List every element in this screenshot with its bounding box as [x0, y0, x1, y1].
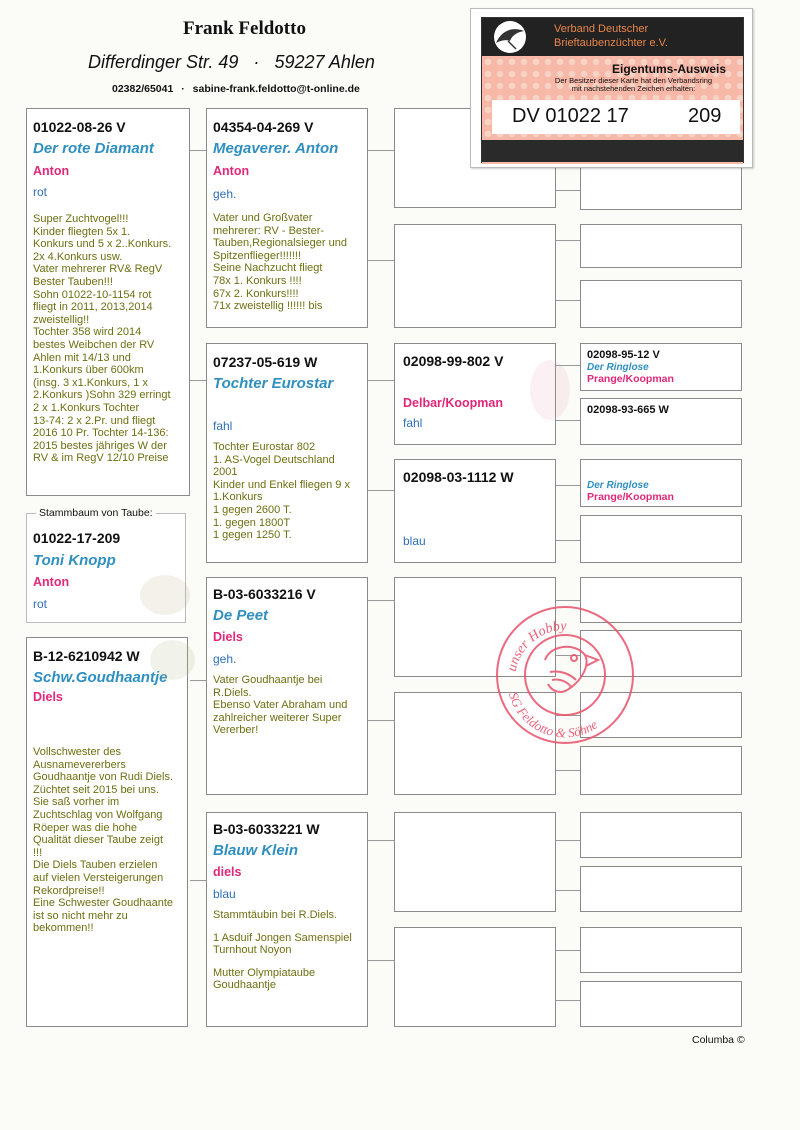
gen4-box-14	[580, 866, 742, 912]
dam-sire-breeder: Diels	[213, 630, 243, 644]
sire-dam-dam-ring-number: 02098-03-1112 W	[403, 469, 514, 485]
dam-dam-box	[206, 812, 368, 1027]
sire-dam-sire-sire-box	[580, 343, 742, 391]
subject-ring-number: 01022-17-209	[33, 530, 121, 546]
sire-sire-name: Megaverer. Anton	[213, 140, 339, 157]
owner-address	[88, 52, 375, 73]
dam-box	[26, 637, 188, 1027]
card-header	[482, 18, 743, 56]
dam-dam-description: Stammtäubin bei R.Diels. 1 Asduif Jongen Samenspiel Turnhout Noyon Mutter Olympiataube Goudhaantje	[213, 909, 352, 992]
sire-dam-color: fahl	[213, 419, 233, 433]
sire-dam-sire-ring-number: 02098-99-802 V	[403, 353, 504, 369]
gen4-box-8	[580, 515, 742, 563]
contact-separator: ·	[181, 83, 185, 95]
city: 59227 Ahlen	[274, 52, 375, 72]
card-title: Eigentums-Ausweis	[612, 62, 727, 76]
card-number-field	[492, 100, 740, 134]
gen4-box-15	[580, 927, 742, 973]
subject-name: Toni Knopp	[33, 552, 116, 569]
sire-color: rot	[33, 185, 48, 199]
pigeon-logo-icon	[488, 19, 532, 55]
sire-sire-color: geh.	[213, 187, 237, 201]
phone: 02382/65041	[112, 83, 174, 95]
card-footer-band	[482, 140, 743, 162]
sire-name: Der rote Diamant	[33, 140, 154, 157]
sire-dam-dam-sire-box	[580, 459, 742, 507]
gen4-box-4	[580, 280, 742, 328]
email: sabine-frank.feldotto@t-online.de	[192, 83, 360, 95]
sire-dam-dam-sire-name: Der Ringlose	[587, 480, 649, 491]
sire-sire-ring-number: 04354-04-269 V	[213, 119, 314, 135]
gen4-box-2	[580, 166, 742, 210]
sire-sire-box	[206, 108, 368, 328]
gen4-box-12	[580, 746, 742, 795]
sire-dam-sire-dam-ring-number: 02098-93-665 W	[587, 404, 669, 416]
dam-sire-description: Vater Goudhaantje bei R.Diels. Ebenso Vater Abraham und zahlreicher weiterer Super Vererber!	[213, 674, 348, 737]
sire-dam-description: Tochter Eurostar 802 1. AS-Vogel Deutschland 2001 Kinder und Enkel fliegen 9 x 1.Konkurs 1 gegen 2600 T. 1. gegen 1800T 1 gegen 1250 T.	[213, 441, 350, 542]
gen4-box-13	[580, 812, 742, 858]
subject-color: rot	[33, 597, 48, 611]
stamp-text-top: unser Hobby	[504, 618, 567, 673]
dam-name: Schw.Goudhaantje	[33, 669, 168, 686]
gen3-box-7	[394, 812, 556, 912]
sire-dam-sire-sire-breeder: Prange/Koopman	[587, 373, 674, 385]
sire-breeder: Anton	[33, 164, 70, 178]
stamp-text-bottom: SG Feldotto & Söhne	[505, 690, 600, 741]
dam-sire-ring-number: B-03-6033216 V	[213, 586, 316, 602]
card-ring-suffix: 209	[688, 105, 722, 127]
club-stamp	[490, 600, 640, 750]
dam-dam-name: Blauw Klein	[213, 842, 299, 859]
sire-dam-ring-number: 07237-05-619 W	[213, 354, 318, 370]
bird-head-icon	[545, 647, 598, 692]
gen3-box-2	[394, 224, 556, 328]
address-separator: ·	[253, 52, 260, 72]
pedigree-label: Stammbaum von Taube:	[36, 507, 156, 519]
subject-breeder: Anton	[33, 575, 70, 589]
sire-dam-box	[206, 343, 368, 563]
gen4-box-16	[580, 981, 742, 1027]
dam-dam-breeder: diels	[213, 865, 242, 879]
stain-1	[140, 575, 190, 615]
sire-box	[26, 108, 190, 496]
footer-credit: Columba ©	[692, 1034, 745, 1046]
owner-contact	[112, 83, 360, 95]
sire-dam-dam-color: blau	[403, 534, 426, 548]
sire-dam-dam-box	[394, 459, 556, 563]
dam-ring-number: B-12-6210942 W	[33, 648, 140, 664]
sire-sire-breeder: Anton	[213, 164, 250, 178]
dam-sire-box	[206, 577, 368, 795]
svg-text:SG Feldotto & Söhne	[506, 690, 600, 740]
dam-sire-color: geh.	[213, 652, 237, 666]
dam-dam-ring-number: B-03-6033221 W	[213, 821, 320, 837]
stain-3	[530, 360, 570, 420]
sire-dam-sire-sire-ring-number: 02098-95-12 V	[587, 349, 660, 361]
gen3-box-8	[394, 927, 556, 1027]
sire-dam-sire-color: fahl	[403, 416, 423, 430]
dam-dam-color: blau	[213, 887, 236, 901]
gen4-box-3	[580, 224, 742, 268]
sire-ring-number: 01022-08-26 V	[33, 119, 126, 135]
sire-description: Super Zuchtvogel!!! Kinder fliegten 5x 1. Konkurs und 5 x 2..Konkurs. 2x 4.Konkurs usw. Vater mehrerer RV& RegV Bester Tauben!!! Sohn 01022-10-1154 rot fliegt in 2011, 2013,2014 zweistellig!! Tochter 358 wird 2014 bestes Weibchen der RV Ahlen mit 14/13 und 1.Konkurs über 600km (insg. 3 x1.Konkurs, 1 x 2.Konkurs )Sohn 329 erringt 2 x 1.Konkurs Tochter 13-74: 2 x 2.Pr. und fliegt 2016 10 Pr. Tochter 14-136: 2015 bestes jähriges W der RV & im RegV 12/10 Preise	[33, 213, 172, 465]
dam-sire-name: De Peet	[213, 607, 269, 624]
sire-dam-sire-sire-name: Der Ringlose	[587, 362, 649, 373]
card-ring-number: DV 01022 17	[512, 105, 629, 127]
street: Differdinger Str. 49	[88, 52, 239, 72]
sire-dam-name: Tochter Eurostar	[213, 375, 334, 392]
stain-2	[150, 640, 195, 680]
sire-dam-sire-dam-box	[580, 398, 742, 445]
sire-sire-description: Vater und Großvater mehrerer: RV - Bester- Tauben,Regionalsieger und Spitzenflieger!!!!!!! Seine Nachzucht fliegt 78x 1. Konkurs !!!! 67x 2. Konkurs!!!! 71x zweistellig !!!!!! bis	[213, 212, 347, 313]
card-organization: Verband Deutscher Brieftaubenzüchter e.V.	[554, 23, 668, 49]
card-subtitle: Der Besitzer dieser Karte hat den Verbandsring mit nachstehenden Zeichen erhalten:	[554, 76, 713, 93]
owner-name: Frank Feldotto	[183, 18, 306, 39]
dam-description: Vollschwester des Ausnamevererbers Goudhaantje von Rudi Diels. Züchtet seit 2015 bei uns. Sie saß vorher im Zuchtschlag von Wolfgang Röeper was die hohe Qualität dieser Taube zeigt !!! Die Diels Tauben erzielen auf vielen Versteigerungen Rekordpreise!! Eine Schwester Goudhaante ist so nicht mehr zu bekommen!!	[33, 746, 174, 935]
sire-dam-sire-breeder: Delbar/Koopman	[403, 396, 504, 410]
ownership-card	[470, 8, 753, 168]
dam-breeder: Diels	[33, 690, 63, 704]
sire-dam-dam-sire-breeder: Prange/Koopman	[587, 491, 674, 503]
